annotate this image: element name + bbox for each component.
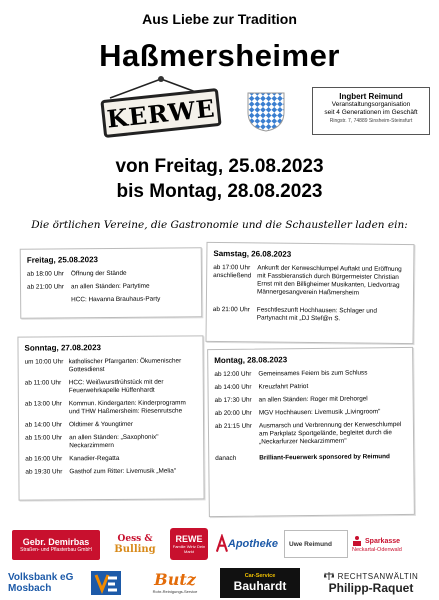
- organizer-name: Ingbert Reimund: [339, 92, 403, 101]
- nail-icon: [158, 76, 164, 82]
- list-item: ab 21:15 Uhr Ausmarsch und Verbrennung der Kerweschlumpel am Parkplatz Sportgelände, begleitet durch die „Neckarfurzer Neckarzimmern": [214, 421, 402, 446]
- logo-volksbank: Volksbank eG Mosbach: [8, 572, 74, 594]
- list-item: ab 13:00 Uhr Kommun. Kindergarten: Kinderprogramm und THW Haßmersheim: Riesenrutsche: [24, 399, 186, 416]
- tagline: Aus Liebe zur Tradition: [142, 11, 297, 27]
- list-item: HCC: Havanna Brauhaus-Party: [71, 295, 161, 304]
- saturday-title: Samstag, 26.08.2023: [213, 248, 292, 259]
- date-from: von Freitag, 25.08.2023: [115, 156, 324, 177]
- organizer-address: Ringstr. 7, 74889 Sinsheim-Steinsfurt: [329, 118, 413, 124]
- list-item: ab 17:00 Uhr anschließend Ankunft der Kerweschlumpel Auftakt und Eröffnung mit Fassbieranstich durch Bürgermeister Christian Ernst mit den Billigheimer Musikanten, Liedvortrag Männergesangverein Haßmersheim: [213, 263, 402, 297]
- logo-sparkasse: Sparkasse Neckartal-Odenwald: [352, 530, 430, 558]
- organizer-line2: seit 4 Generationen im Geschäft: [324, 108, 418, 116]
- list-item: danach Brilliant-Feuerwerk sponsored by Reimund: [215, 453, 390, 463]
- logo-oess-bulling: Oess & Bulling: [114, 533, 156, 555]
- monday-title: Montag, 28.08.2023: [214, 355, 288, 366]
- saturday-box: [205, 242, 414, 344]
- list-item: ab 15:00 Uhr an allen Ständen: „Saxophonix" Neckarzimmern: [25, 433, 159, 450]
- list-item: ab 11:00 Uhr HCC: Weißwurstfrühstück mit der Feuerwehrkapelle Hüffenhardt: [24, 378, 164, 395]
- organizer-box: [312, 87, 430, 135]
- logo-demirbas: Gebr. Demirbas Straßen- und Pflasterbau GmbH: [12, 530, 100, 560]
- logo-butz: Butz Rohr-Reinigungs-Service: [152, 570, 198, 594]
- date-to: bis Montag, 28.08.2023: [116, 181, 323, 202]
- list-item: ab 17:30 Uhr an allen Ständen: Roger mit Drehorgel: [214, 395, 368, 405]
- list-item: ab 19:30 Uhr Gasthof zum Ritter: Livemusik „Melia": [25, 467, 177, 476]
- list-item: um 10:00 Uhr katholischer Pfarrgarten: Ökumenischer Gottesdienst: [24, 357, 182, 374]
- monday-box: [207, 347, 415, 517]
- organizer-line1: Veranstaltungsorganisation: [331, 101, 411, 108]
- sunday-box: [17, 335, 204, 500]
- logo-reimund: Uwe Reimund: [284, 530, 348, 558]
- sunday-title: Sonntag, 27.08.2023: [24, 343, 102, 353]
- logo-rechtsanwaeltin: RECHTSANWÄLTIN Philipp-Raquet: [308, 568, 434, 598]
- list-item: ab 18:00 Uhr Öffnung der Stände: [26, 269, 127, 278]
- invite-text: Die örtlichen Vereine, die Gastronomie und die Schausteller laden ein:: [31, 219, 408, 231]
- sponsor-logos: [0, 524, 439, 600]
- list-item: ab 21:00 Uhr Feschtleszunft Hochhausen: Schlager und Partynacht mit „DJ Stef@n S.: [212, 305, 377, 323]
- sign-board: KERWE: [100, 88, 221, 138]
- bavarian-crest-icon: [246, 90, 286, 132]
- list-item: ab 21:00 Uhr an allen Ständen: Partytime: [27, 282, 150, 291]
- logo-apotheke: Apotheke: [216, 530, 278, 558]
- kerwe-sign: [96, 76, 226, 138]
- logo-bauhardt: Car-Service Bauhardt: [220, 568, 300, 598]
- list-item: ab 16:00 Uhr Kanadier-Regatta: [25, 454, 120, 463]
- apotheke-a-icon: [216, 534, 228, 554]
- list-item: ab 12:00 Uhr Gemeinsames Feiern bis zum Schluss: [214, 369, 368, 379]
- list-item: ab 14:00 Uhr Kreuzfahrt Patriot: [214, 383, 309, 392]
- logo-rewe: REWE Familie Wirtz Dein Markt: [170, 528, 208, 560]
- friday-title: Freitag, 25.08.2023: [26, 255, 98, 265]
- scales-icon: [324, 571, 334, 581]
- friday-box: [20, 247, 203, 319]
- brand-title: Haßmersheimer: [99, 38, 340, 73]
- volksbank-icon: [90, 570, 122, 596]
- sparkasse-icon: [352, 535, 362, 547]
- list-item: ab 14:00 Uhr Oldtimer & Youngtimer: [25, 420, 134, 429]
- list-item: ab 20:00 Uhr MGV Hochhausen: Livemusik „Livingroom": [214, 408, 381, 418]
